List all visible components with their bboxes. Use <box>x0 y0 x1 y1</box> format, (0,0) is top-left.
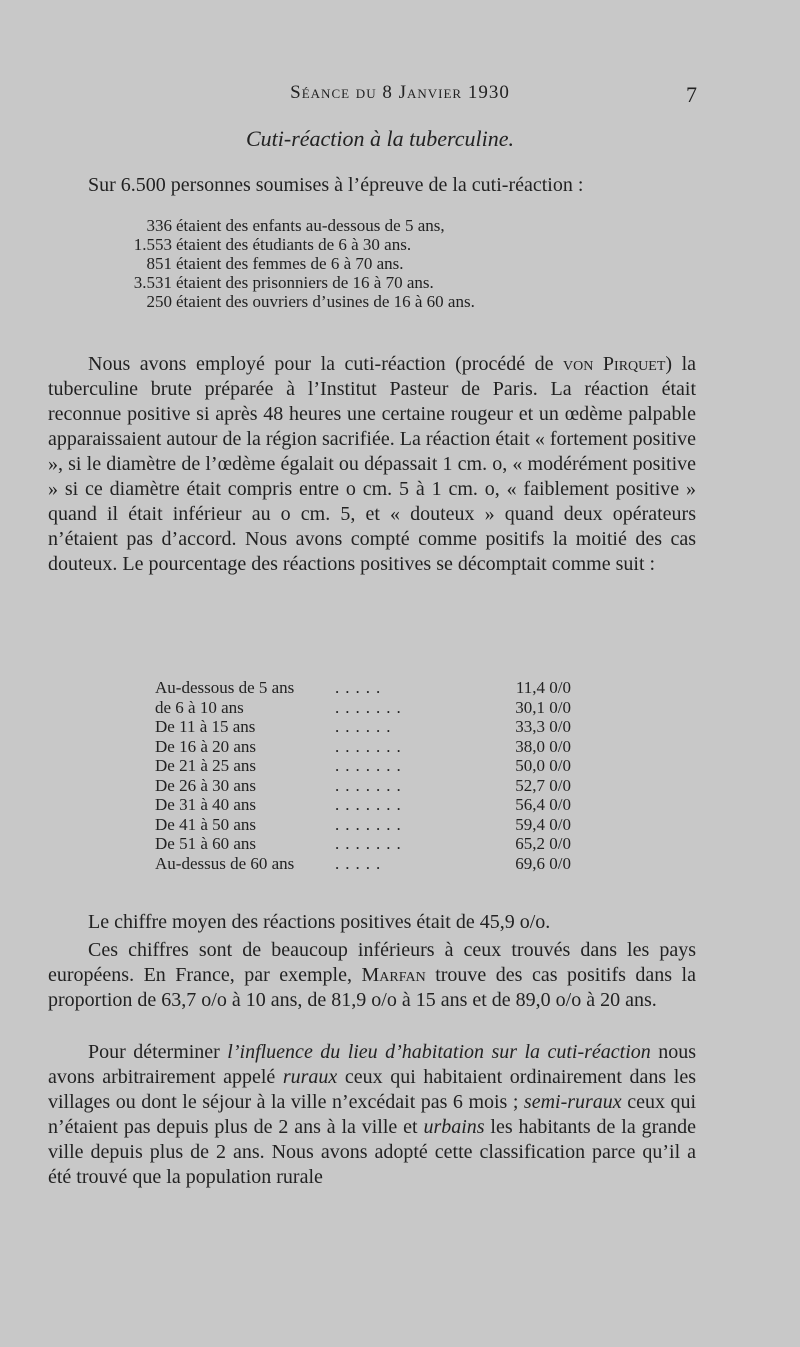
rate-value: 38,0 0/0 <box>515 736 571 756</box>
count-text: étaient des étudiants de 6 à 30 ans. <box>176 235 412 254</box>
rate-value: 52,7 0/0 <box>515 775 571 795</box>
leader-dots: ....... <box>335 775 407 795</box>
age-group: De 16 à 20 ans <box>155 736 257 756</box>
age-group: De 11 à 15 ans <box>155 717 256 736</box>
count-row <box>112 235 475 254</box>
count-text: étaient des prisonniers de 16 à 70 ans. <box>176 273 434 292</box>
count-list <box>112 216 475 311</box>
paragraph-comparison <box>48 938 696 1013</box>
rate-value: 59,4 0/0 <box>515 814 571 834</box>
rate-value: 65,2 0/0 <box>515 834 571 853</box>
count-text: étaient des femmes de 6 à 70 ans. <box>176 254 404 273</box>
italic-term: ruraux <box>282 1066 338 1088</box>
positive-rate-table <box>155 678 571 873</box>
rate-row <box>155 854 571 874</box>
age-group: De 31 à 40 ans <box>155 795 257 814</box>
paragraph-habitat-text <box>48 1040 696 1190</box>
count-row <box>112 292 475 311</box>
leader-dots: ..... <box>335 678 387 697</box>
count-number: 3.531 <box>133 273 172 292</box>
count-number: 336 <box>146 216 172 235</box>
rate-row <box>155 717 571 737</box>
leader-dots: ....... <box>335 756 407 775</box>
text-run: Ces chiffres sont de beaucoup inférieurs à ceux trouvés dans les pays européens. En France, par exemple, <box>48 939 696 986</box>
rate-value: 11,4 0/0 <box>515 678 571 697</box>
rate-row <box>155 815 571 835</box>
intro-line: Sur 6.500 personnes soumises à l’épreuve de la cuti-réaction : <box>88 174 584 196</box>
leader-dots: ....... <box>335 795 407 814</box>
age-group: Au-dessus de 60 ans <box>155 853 295 873</box>
count-number: 250 <box>146 292 172 311</box>
page-number: 7 <box>686 82 697 107</box>
age-group: de 6 à 10 ans <box>155 697 244 717</box>
age-group: De 41 à 50 ans <box>155 814 257 834</box>
age-group: De 51 à 60 ans <box>155 834 257 853</box>
rate-row <box>155 756 571 776</box>
text-run: trouve des cas positifs dans la proportion de 63,7 o/o à 10 ans, de 81,9 o/o à 15 ans et de 89,0 o/o à 20 ans. <box>48 964 696 1011</box>
text-run: ) la tuberculine brute préparée à l’Institut Pasteur de Paris. La réaction était reconnue positive si après 48 heures une certaine rougeur et un œdème palpable apparaissaient autour de la région sacrifiée. La réaction était « fortement positive », si le diamètre de l’œdème égalait ou dépassait 1 cm. o, « modérément positive » si ce diamètre était compris entre o cm. 5 à 1 cm. o, « faiblement positive » quand il était inférieur au o cm. 5, et « douteux » quand deux opérateurs n’étaient pas d’accord. Nous avons compté comme positifs la moitié des cas douteux. Le pourcentage des réactions positives se décomptait comme suit : <box>48 353 697 575</box>
count-row <box>112 216 475 235</box>
text-run: Pour déterminer <box>88 1041 228 1063</box>
text-run: Nous avons employé pour la cuti-réaction (procédé de <box>88 353 564 375</box>
leader-dots: ....... <box>335 697 407 717</box>
section-title: Cuti-réaction à la tuberculine. <box>245 126 515 151</box>
text-run: nous avons arbitrairement appelé <box>48 1041 696 1088</box>
rate-row <box>155 737 571 757</box>
paragraph-comparison-text <box>48 938 696 1013</box>
rate-row <box>155 698 571 718</box>
rate-row <box>155 834 571 854</box>
count-number: 851 <box>146 254 172 273</box>
count-number: 1.553 <box>133 235 172 254</box>
italic-term: l’influence du lieu d’habitation sur la cuti-réaction <box>227 1041 651 1063</box>
italic-term: urbains <box>423 1116 485 1138</box>
rate-value: 30,1 0/0 <box>515 697 571 717</box>
rate-value: 50,0 0/0 <box>515 756 571 775</box>
count-row <box>112 254 475 273</box>
leader-dots: ....... <box>335 736 407 756</box>
rate-row <box>155 678 571 698</box>
leader-dots: ...... <box>335 717 397 736</box>
age-group: De 26 à 30 ans <box>155 775 257 795</box>
text-run: ceux qui habitaient ordinairement dans les villages ou dont le séjour à la ville n’excédait pas 6 mois ; <box>48 1066 696 1113</box>
author-name: Marfan <box>361 964 426 986</box>
text-run: les habitants de la grande ville depuis plus de 2 ans. Nous avons adopté cette classification parce qu’il a été trouvé que la population rurale <box>48 1116 696 1188</box>
age-group: De 21 à 25 ans <box>155 756 257 775</box>
author-name: von Pirquet <box>563 353 666 375</box>
paragraph-method-text <box>48 352 696 577</box>
text-run: ceux qui n’étaient pas depuis plus de 2 ans à la ville et <box>48 1091 697 1138</box>
rate-value: 33,3 0/0 <box>515 717 571 736</box>
leader-dots: ....... <box>335 834 407 853</box>
count-row <box>112 273 475 292</box>
leader-dots: ..... <box>335 853 387 873</box>
italic-term: semi-ruraux <box>523 1091 622 1113</box>
count-text: étaient des enfants au-dessous de 5 ans, <box>176 216 445 235</box>
paragraph-average-text: Le chiffre moyen des réactions positives était de 45,9 o/o. <box>88 911 551 933</box>
rate-row <box>155 776 571 796</box>
rate-value: 69,6 0/0 <box>515 853 571 873</box>
rate-row <box>155 795 571 815</box>
rate-value: 56,4 0/0 <box>515 795 571 814</box>
age-group: Au-dessous de 5 ans <box>155 678 295 697</box>
count-text: étaient des ouvriers d’usines de 16 à 60 ans. <box>176 292 475 311</box>
leader-dots: ....... <box>335 814 407 834</box>
paragraph-average <box>48 910 696 935</box>
paragraph-method <box>48 352 696 577</box>
paragraph-habitat <box>48 1040 696 1190</box>
running-head: Séance du 8 Janvier 1930 <box>290 82 510 103</box>
